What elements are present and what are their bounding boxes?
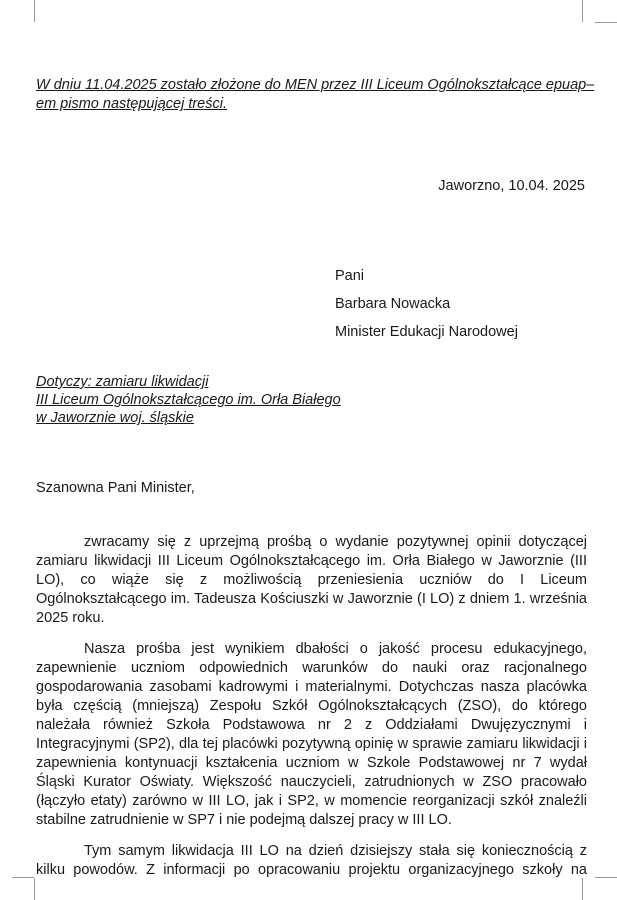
subject-block — [36, 373, 341, 427]
salutation: Szanowna Pani Minister, — [36, 480, 195, 496]
recipient-position: Minister Edukacji Narodowej — [335, 324, 518, 340]
paragraph-3: Tym samym likwidacja III LO na dzień dzisiejszy stała się koniecznością z kilku powodów. Z informacji po opracowaniu projektu organizacyjnego szkoły na — [36, 843, 587, 878]
crop-mark-left-bottom — [12, 877, 34, 878]
crop-mark-top-left — [34, 0, 35, 22]
paragraph-2: Nasza prośba jest wynikiem dbałości o jakość procesu edukacyjnego, zapewnienie uczniom odpowiednich warunków do nauki oraz racjonalnego gospodarowania zasobami kadrowymi i materialnymi. Dotychczas nasza placówka była częścią (mniejszą) Zespołu Szkół Ogólnokształcących (ZSO), do którego należała również Szkoła Podstawowa nr 2 z Oddziałami Dwujęzycznymi i Integracyjnymi (SP2), dla tej placówki pozytywną opinię w sprawie zamiaru likwidacji i zapewnienia kontynuacji kształcenia uczniom w Szkole Podstawowej nr 7 wydał Śląski Kurator Oświaty. Większość nauczycieli, zatrudnionych w ZSO pracowało (łączyło etaty) zarówno w III LO, jak i SP2, w momencie reorganizacji szkół znaleźli stabilne zatrudnienie w SP7 i nie podejmą dalszej pracy w III LO. — [36, 641, 587, 828]
paragraph-1: zwracamy się z uprzejmą prośbą o wydanie pozytywnej opinii dotyczącej zamiaru likwidacji III Liceum Ogólnokształcącego im. Orła Białego w Jaworznie (III LO), co wiąże się z możliwością przeniesienia uczniów do I Liceum Ogólnokształcącego im. Tadeusza Kościuszki w Jaworznie (I LO) z dniem 1. września 2025 roku. — [36, 534, 587, 626]
crop-mark-top-right — [582, 0, 583, 22]
subject-line-3: w Jaworznie woj. śląskie — [36, 410, 194, 426]
subject-line-1: Dotyczy: zamiaru likwidacji — [36, 374, 209, 390]
crop-mark-bottom-left — [34, 878, 35, 900]
crop-mark-right-top — [595, 22, 617, 23]
recipient-name: Barbara Nowacka — [335, 296, 451, 312]
submission-note: W dniu 11.04.2025 zostało złożone do MEN przez III Liceum Ogólnokształcące epuap– em pismo następującej treści. — [36, 77, 595, 112]
recipient-block — [335, 262, 518, 346]
letter-body — [36, 533, 587, 892]
recipient-title: Pani — [335, 268, 365, 284]
crop-mark-right-bottom — [595, 877, 617, 878]
place-and-date: Jaworzno, 10.04. 2025 — [438, 178, 585, 194]
subject-line-2: III Liceum Ogólnokształcącego im. Orła Białego — [36, 392, 341, 408]
